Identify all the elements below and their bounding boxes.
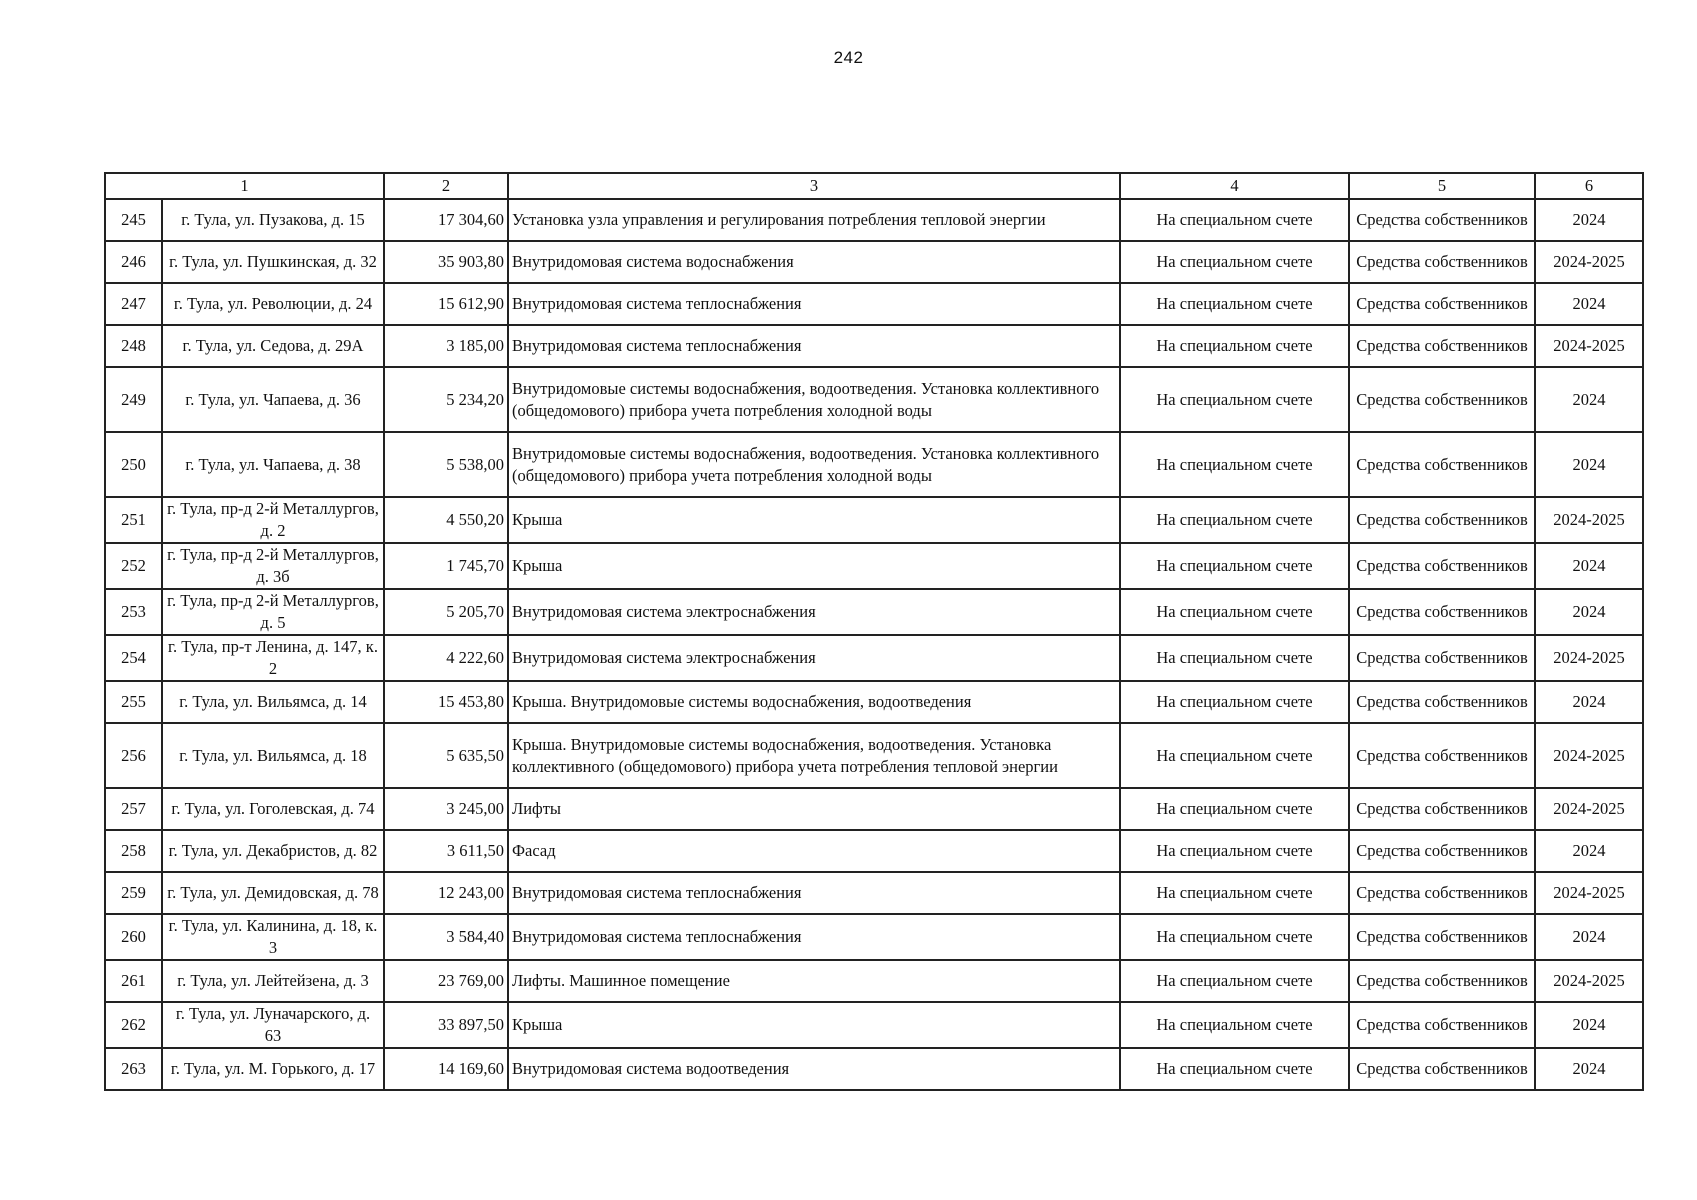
table-row [105, 788, 1643, 830]
column-header-4: 4 [1120, 173, 1349, 199]
address-cell: г. Тула, ул. Седова, д. 29А [162, 325, 384, 367]
works-cell: Лифты. Машинное помещение [508, 960, 1120, 1002]
works-cell: Установка узла управления и регулирования потребления тепловой энергии [508, 199, 1120, 241]
funding-source-cell: Средства собственников [1349, 681, 1535, 723]
years-cell: 2024 [1535, 283, 1643, 325]
address-cell: г. Тула, ул. Декабристов, д. 82 [162, 830, 384, 872]
funding-source-cell: Средства собственников [1349, 914, 1535, 960]
column-header-5: 5 [1349, 173, 1535, 199]
funding-method-cell: На специальном счете [1120, 241, 1349, 283]
years-cell: 2024 [1535, 367, 1643, 432]
table-row [105, 681, 1643, 723]
funding-source-cell: Средства собственников [1349, 635, 1535, 681]
funding-method-cell: На специальном счете [1120, 635, 1349, 681]
table-row [105, 367, 1643, 432]
works-cell: Внутридомовая система электроснабжения [508, 635, 1120, 681]
funding-source-cell: Средства собственников [1349, 960, 1535, 1002]
works-cell: Крыша [508, 543, 1120, 589]
funding-method-cell: На специальном счете [1120, 589, 1349, 635]
table-row [105, 432, 1643, 497]
table-row [105, 960, 1643, 1002]
row-number: 246 [105, 241, 162, 283]
table-row [105, 830, 1643, 872]
address-cell: г. Тула, пр-д 2-й Металлургов, д. 2 [162, 497, 384, 543]
funding-method-cell: На специальном счете [1120, 1002, 1349, 1048]
table-row [105, 497, 1643, 543]
row-number: 260 [105, 914, 162, 960]
funding-method-cell: На специальном счете [1120, 432, 1349, 497]
cost-cell: 35 903,80 [384, 241, 508, 283]
address-cell: г. Тула, ул. Чапаева, д. 36 [162, 367, 384, 432]
works-cell: Внутридомовая система водоотведения [508, 1048, 1120, 1090]
funding-source-cell: Средства собственников [1349, 1048, 1535, 1090]
works-cell: Крыша. Внутридомовые системы водоснабжения, водоотведения [508, 681, 1120, 723]
column-header-6: 6 [1535, 173, 1643, 199]
years-cell: 2024-2025 [1535, 241, 1643, 283]
address-cell: г. Тула, ул. Калинина, д. 18, к. 3 [162, 914, 384, 960]
row-number: 258 [105, 830, 162, 872]
cost-cell: 4 222,60 [384, 635, 508, 681]
years-cell: 2024-2025 [1535, 325, 1643, 367]
funding-source-cell: Средства собственников [1349, 589, 1535, 635]
cost-cell: 23 769,00 [384, 960, 508, 1002]
table-row [105, 1048, 1643, 1090]
funding-method-cell: На специальном счете [1120, 497, 1349, 543]
works-cell: Крыша [508, 1002, 1120, 1048]
cost-cell: 5 635,50 [384, 723, 508, 788]
cost-cell: 17 304,60 [384, 199, 508, 241]
funding-source-cell: Средства собственников [1349, 788, 1535, 830]
cost-cell: 1 745,70 [384, 543, 508, 589]
funding-source-cell: Средства собственников [1349, 543, 1535, 589]
funding-source-cell: Средства собственников [1349, 325, 1535, 367]
works-cell: Внутридомовая система теплоснабжения [508, 283, 1120, 325]
years-cell: 2024-2025 [1535, 872, 1643, 914]
cost-cell: 14 169,60 [384, 1048, 508, 1090]
funding-method-cell: На специальном счете [1120, 681, 1349, 723]
funding-method-cell: На специальном счете [1120, 788, 1349, 830]
years-cell: 2024 [1535, 199, 1643, 241]
funding-source-cell: Средства собственников [1349, 497, 1535, 543]
works-cell: Лифты [508, 788, 1120, 830]
row-number: 249 [105, 367, 162, 432]
funding-source-cell: Средства собственников [1349, 283, 1535, 325]
funding-source-cell: Средства собственников [1349, 1002, 1535, 1048]
row-number: 245 [105, 199, 162, 241]
column-header-3: 3 [508, 173, 1120, 199]
years-cell: 2024 [1535, 1048, 1643, 1090]
works-cell: Внутридомовые системы водоснабжения, водоотведения. Установка коллективного (общедомового) прибора учета потребления холодной воды [508, 432, 1120, 497]
years-cell: 2024-2025 [1535, 723, 1643, 788]
years-cell: 2024-2025 [1535, 635, 1643, 681]
address-cell: г. Тула, ул. Гоголевская, д. 74 [162, 788, 384, 830]
table-row [105, 543, 1643, 589]
funding-method-cell: На специальном счете [1120, 367, 1349, 432]
years-cell: 2024 [1535, 681, 1643, 723]
table-row [105, 283, 1643, 325]
cost-cell: 15 612,90 [384, 283, 508, 325]
works-cell: Внутридомовая система теплоснабжения [508, 325, 1120, 367]
funding-source-cell: Средства собственников [1349, 432, 1535, 497]
funding-source-cell: Средства собственников [1349, 723, 1535, 788]
funding-method-cell: На специальном счете [1120, 199, 1349, 241]
row-number: 261 [105, 960, 162, 1002]
funding-method-cell: На специальном счете [1120, 543, 1349, 589]
cost-cell: 3 245,00 [384, 788, 508, 830]
years-cell: 2024 [1535, 543, 1643, 589]
row-number: 248 [105, 325, 162, 367]
address-cell: г. Тула, пр-д 2-й Металлургов, д. 5 [162, 589, 384, 635]
address-cell: г. Тула, ул. Пузакова, д. 15 [162, 199, 384, 241]
table-row [105, 1002, 1643, 1048]
table-row [105, 723, 1643, 788]
row-number: 259 [105, 872, 162, 914]
funding-method-cell: На специальном счете [1120, 1048, 1349, 1090]
address-cell: г. Тула, пр-д 2-й Металлургов, д. 3б [162, 543, 384, 589]
years-cell: 2024 [1535, 914, 1643, 960]
funding-source-cell: Средства собственников [1349, 241, 1535, 283]
address-cell: г. Тула, ул. Пушкинская, д. 32 [162, 241, 384, 283]
column-header-2: 2 [384, 173, 508, 199]
address-cell: г. Тула, ул. Революции, д. 24 [162, 283, 384, 325]
row-number: 252 [105, 543, 162, 589]
years-cell: 2024-2025 [1535, 960, 1643, 1002]
row-number: 251 [105, 497, 162, 543]
column-number-row [105, 173, 1643, 199]
cost-cell: 12 243,00 [384, 872, 508, 914]
row-number: 263 [105, 1048, 162, 1090]
works-cell: Крыша [508, 497, 1120, 543]
row-number: 250 [105, 432, 162, 497]
funding-source-cell: Средства собственников [1349, 872, 1535, 914]
funding-method-cell: На специальном счете [1120, 325, 1349, 367]
works-cell: Внутридомовая система теплоснабжения [508, 872, 1120, 914]
works-cell: Внутридомовая система электроснабжения [508, 589, 1120, 635]
funding-source-cell: Средства собственников [1349, 367, 1535, 432]
table-row [105, 635, 1643, 681]
address-cell: г. Тула, ул. Вильямса, д. 18 [162, 723, 384, 788]
years-cell: 2024-2025 [1535, 788, 1643, 830]
years-cell: 2024 [1535, 1002, 1643, 1048]
row-number: 253 [105, 589, 162, 635]
address-cell: г. Тула, ул. Чапаева, д. 38 [162, 432, 384, 497]
row-number: 255 [105, 681, 162, 723]
funding-method-cell: На специальном счете [1120, 723, 1349, 788]
years-cell: 2024 [1535, 830, 1643, 872]
cost-cell: 33 897,50 [384, 1002, 508, 1048]
row-number: 262 [105, 1002, 162, 1048]
table-row [105, 589, 1643, 635]
funding-method-cell: На специальном счете [1120, 914, 1349, 960]
capital-repair-table [104, 172, 1644, 1091]
works-cell: Крыша. Внутридомовые системы водоснабжения, водоотведения. Установка коллективного (общедомового) прибора учета потребления тепловой энергии [508, 723, 1120, 788]
address-cell: г. Тула, ул. Демидовская, д. 78 [162, 872, 384, 914]
row-number: 247 [105, 283, 162, 325]
cost-cell: 3 584,40 [384, 914, 508, 960]
years-cell: 2024 [1535, 432, 1643, 497]
row-number: 254 [105, 635, 162, 681]
address-cell: г. Тула, пр-т Ленина, д. 147, к. 2 [162, 635, 384, 681]
address-cell: г. Тула, ул. Луначарского, д. 63 [162, 1002, 384, 1048]
works-cell: Фасад [508, 830, 1120, 872]
cost-cell: 5 538,00 [384, 432, 508, 497]
table-row [105, 199, 1643, 241]
row-number: 257 [105, 788, 162, 830]
years-cell: 2024 [1535, 589, 1643, 635]
column-header-1: 1 [105, 173, 384, 199]
cost-cell: 5 205,70 [384, 589, 508, 635]
works-cell: Внутридомовые системы водоснабжения, водоотведения. Установка коллективного (общедомового) прибора учета потребления холодной воды [508, 367, 1120, 432]
table-row [105, 241, 1643, 283]
table-row [105, 325, 1643, 367]
page-number: 242 [833, 48, 864, 67]
funding-method-cell: На специальном счете [1120, 830, 1349, 872]
table-row [105, 914, 1643, 960]
funding-source-cell: Средства собственников [1349, 830, 1535, 872]
cost-cell: 3 185,00 [384, 325, 508, 367]
funding-method-cell: На специальном счете [1120, 872, 1349, 914]
cost-cell: 3 611,50 [384, 830, 508, 872]
works-cell: Внутридомовая система теплоснабжения [508, 914, 1120, 960]
funding-method-cell: На специальном счете [1120, 960, 1349, 1002]
table-row [105, 872, 1643, 914]
cost-cell: 4 550,20 [384, 497, 508, 543]
funding-source-cell: Средства собственников [1349, 199, 1535, 241]
row-number: 256 [105, 723, 162, 788]
address-cell: г. Тула, ул. Лейтейзена, д. 3 [162, 960, 384, 1002]
works-cell: Внутридомовая система водоснабжения [508, 241, 1120, 283]
years-cell: 2024-2025 [1535, 497, 1643, 543]
address-cell: г. Тула, ул. Вильямса, д. 14 [162, 681, 384, 723]
funding-method-cell: На специальном счете [1120, 283, 1349, 325]
address-cell: г. Тула, ул. М. Горького, д. 17 [162, 1048, 384, 1090]
cost-cell: 15 453,80 [384, 681, 508, 723]
cost-cell: 5 234,20 [384, 367, 508, 432]
